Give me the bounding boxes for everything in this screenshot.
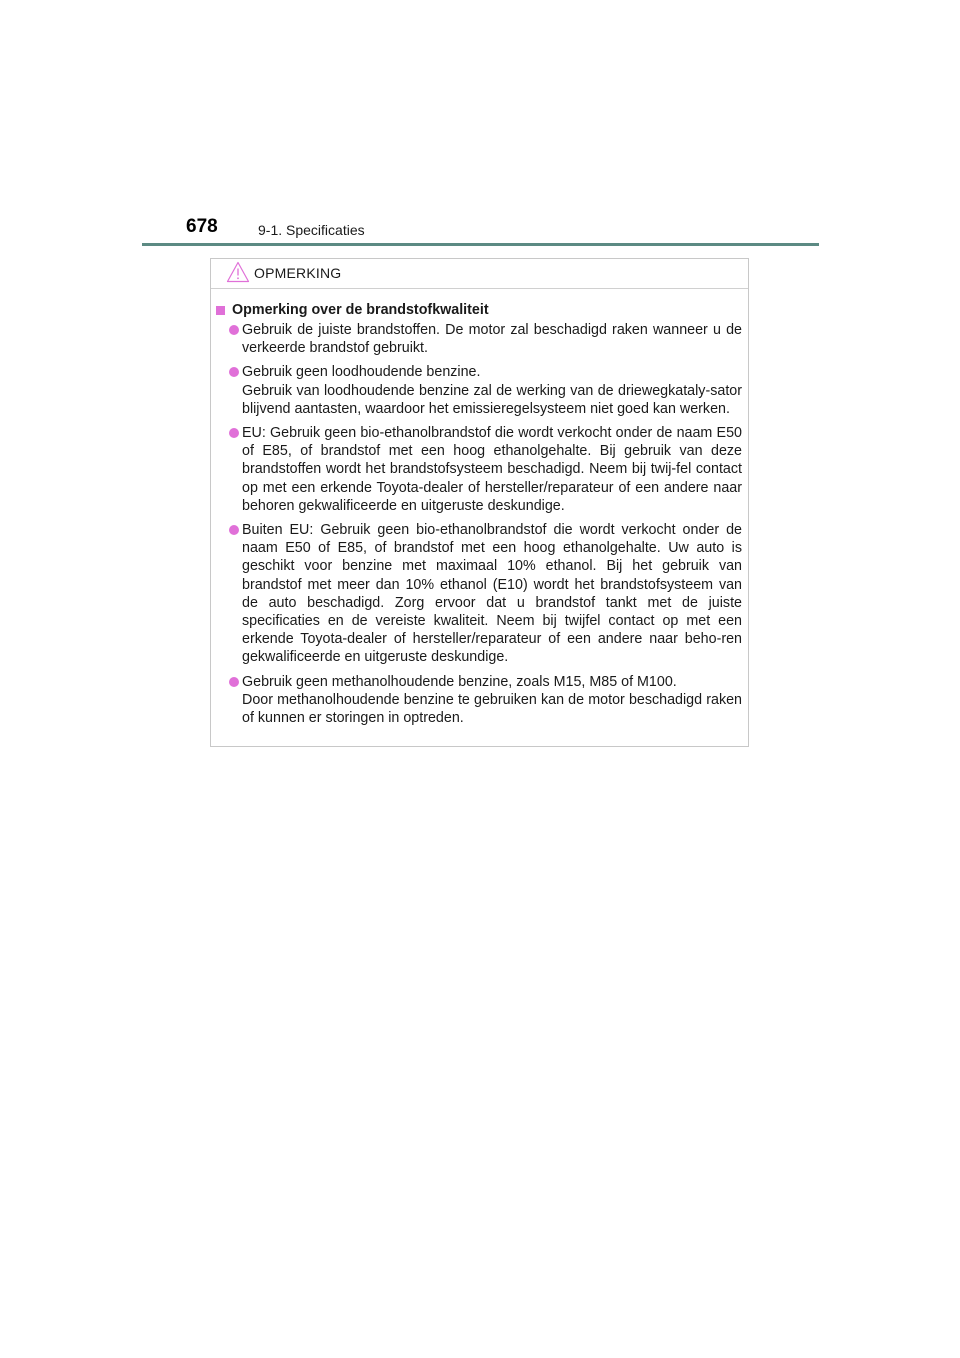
header-rule (142, 243, 819, 246)
list-item-text: Buiten EU: Gebruik geen bio-ethanolbrandstof die wordt verkocht onder de naam E50 of E85, of brandstof met een hoog ethanolgehalte. Uw auto is geschikt voor benzine met maximaal 10% ethanol. Bij het gebruik van brandstof met meer dan 10% ethanol (E10) wordt het brandstofsysteem van de auto beschadigd. Zorg ervoor dat u brandstof tankt met de juiste specificaties en de vereiste kwaliteit. Neem bij twijfel contact op met een erkende Toyota-dealer of hersteller/reparateur of een andere naar beho-ren gekwalificeerde en uitgeruste deskundige. (242, 522, 742, 666)
list-item (215, 363, 742, 418)
list-item-text: Gebruik geen loodhoudende benzine. Gebruik van loodhoudende benzine zal de werking van de driewegkataly-sator blijvend aantasten, waardoor het emissieregelsysteem niet goed kan werken. (242, 364, 742, 417)
list-item-text: Gebruik geen methanolhoudende benzine, zoals M15, M85 of M100. Door methanolhoudende benzine te gebruiken kan de motor beschadigd raken of kunnen er storingen in optreden. (242, 673, 742, 727)
list-item-text: EU: Gebruik geen bio-ethanolbrandstof die wordt verkocht onder de naam E50 of E85, of brandstof met een hoog ethanolgehalte. Bij gebruik van deze brandstoffen wordt het brandstofsysteem beschadigd. Neem bij twij-fel contact op met een erkende Toyota-dealer of hersteller/reparateur of een andere naar behoren gekwalificeerde en uitgeruste deskundige. (242, 425, 742, 514)
notice-body (211, 289, 748, 727)
notice-heading (215, 301, 742, 319)
section-title: 9-1. Specificaties (258, 222, 365, 238)
list-item (215, 321, 742, 357)
bullet-dot-icon (229, 367, 239, 377)
notice-header (211, 259, 748, 289)
square-bullet-icon (216, 306, 225, 315)
bullet-dot-icon (229, 525, 239, 535)
list-item (215, 521, 742, 667)
bullet-dot-icon (229, 428, 239, 438)
list-item-text: Gebruik de juiste brandstoffen. De motor zal beschadigd raken wanneer u de verkeerde brandstof gebruikt. (242, 322, 742, 357)
notice-label: OPMERKING (254, 265, 342, 281)
warning-triangle-icon (226, 261, 250, 288)
bullet-dot-icon (229, 677, 239, 687)
page-number: 678 (186, 216, 218, 237)
list-item (215, 673, 742, 728)
notice-box (210, 258, 749, 747)
list-item (215, 424, 742, 515)
bullet-dot-icon (229, 325, 239, 335)
notice-heading-text: Opmerking over de brandstofkwaliteit (232, 302, 489, 318)
